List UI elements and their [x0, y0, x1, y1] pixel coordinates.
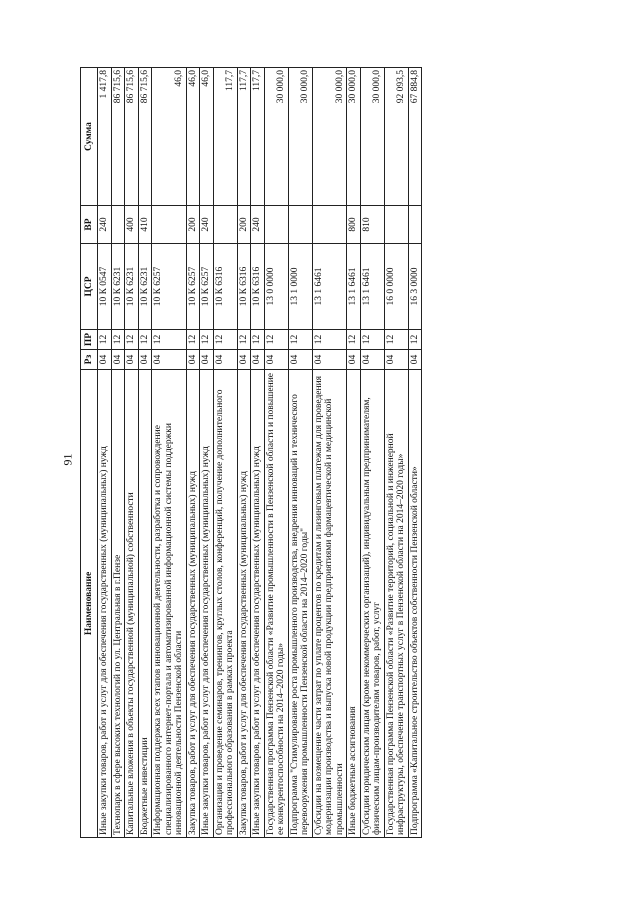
header-pr: ПР: [81, 329, 98, 349]
cell-sum: 30 000,0: [360, 67, 384, 205]
cell-pr: 12: [312, 329, 347, 349]
cell-name: Подпрограмма «Капитальное строительство объектов собственности Пензенской области»: [408, 369, 422, 837]
cell-rz: 04: [213, 349, 237, 369]
table-row: [213, 67, 237, 837]
cell-pr: 12: [360, 329, 384, 349]
cell-sum: 117,7: [213, 67, 237, 205]
cell-rz: 04: [152, 349, 187, 369]
cell-csr: 13 0 0000: [264, 243, 288, 329]
cell-csr: 10 К 6316: [237, 243, 251, 329]
cell-vr: [264, 205, 288, 243]
cell-vr: 410: [138, 205, 152, 243]
cell-pr: 12: [200, 329, 214, 349]
cell-sum: 117,7: [251, 67, 265, 205]
cell-name: Иные бюджетные ассигнования: [347, 369, 361, 837]
cell-pr: 12: [98, 329, 112, 349]
cell-rz: 04: [186, 349, 200, 369]
cell-csr: 10 К 6231: [138, 243, 152, 329]
table-row: [111, 67, 125, 837]
cell-csr: 13 1 6461: [360, 243, 384, 329]
cell-pr: 12: [384, 329, 408, 349]
cell-sum: 1 417,8: [98, 67, 112, 205]
table-row: [264, 67, 288, 837]
cell-vr: [213, 205, 237, 243]
cell-vr: 240: [251, 205, 265, 243]
rotated-table-container: [80, 68, 560, 838]
table-row: [312, 67, 347, 837]
cell-vr: [312, 205, 347, 243]
cell-csr: 10 К 6231: [111, 243, 125, 329]
table-row: [138, 67, 152, 837]
cell-pr: 12: [347, 329, 361, 349]
cell-pr: 12: [138, 329, 152, 349]
cell-csr: 16 0 0000: [384, 243, 408, 329]
cell-name: Государственная программа Пензенской области «Развитие территорий, социальной и инженерной инфраструктуры, обеспечение транспортных услуг в Пензенской области на 2014–2020 годы»: [384, 369, 408, 837]
cell-csr: 10 К 6231: [125, 243, 139, 329]
cell-pr: 12: [186, 329, 200, 349]
cell-csr: 10 К 6316: [251, 243, 265, 329]
cell-csr: 13 1 6461: [312, 243, 347, 329]
cell-rz: 04: [138, 349, 152, 369]
cell-pr: 12: [237, 329, 251, 349]
table-row: [384, 67, 408, 837]
header-rz: Рз: [81, 349, 98, 369]
cell-name: Бюджетные инвестиции: [138, 369, 152, 837]
cell-csr: 10 К 6257: [186, 243, 200, 329]
table-row: [408, 67, 422, 837]
cell-name: Организация и проведение семинаров, тренингов, круглых столов, конференций, получение дополнительного профессионального образования в рамках проекта: [213, 369, 237, 837]
cell-pr: 12: [213, 329, 237, 349]
cell-vr: [384, 205, 408, 243]
cell-pr: 12: [111, 329, 125, 349]
table-row: [237, 67, 251, 837]
header-csr: ЦСР: [81, 243, 98, 329]
cell-rz: 04: [347, 349, 361, 369]
table-row: [186, 67, 200, 837]
cell-name: Капитальные вложения в объекты государственной (муниципальной) собственности: [125, 369, 139, 837]
table-header-row: [81, 67, 98, 837]
cell-csr: 10 К 0547: [98, 243, 112, 329]
cell-pr: 12: [288, 329, 312, 349]
cell-csr: 10 К 6257: [200, 243, 214, 329]
cell-name: Государственная программа Пензенской области «Развитие промышленности в Пензенской области и повышение ее конкурентоспособности на 2014–2020 годы»: [264, 369, 288, 837]
cell-sum: 86 715,6: [125, 67, 139, 205]
cell-name: Субсидии на возмещение части затрат по уплате процентов по кредитам и лизинговым платежам для проведения модернизации производства и выпуска новой продукции предприятиями фармацевтической и медицинской промышленности: [312, 369, 347, 837]
cell-sum: 46,0: [152, 67, 187, 205]
cell-pr: 12: [152, 329, 187, 349]
cell-name: Иные закупки товаров, работ и услуг для обеспечения государственных (муниципальных) нужд: [98, 369, 112, 837]
cell-vr: 200: [237, 205, 251, 243]
cell-sum: 46,0: [186, 67, 200, 205]
cell-rz: 04: [384, 349, 408, 369]
cell-csr: 10 К 6316: [213, 243, 237, 329]
cell-csr: 16 3 0000: [408, 243, 422, 329]
cell-sum: 30 000,0: [312, 67, 347, 205]
cell-vr: [152, 205, 187, 243]
cell-sum: 86 715,6: [111, 67, 125, 205]
cell-csr: 10 К 6257: [152, 243, 187, 329]
cell-sum: 117,7: [237, 67, 251, 205]
cell-vr: [288, 205, 312, 243]
cell-sum: 30 000,0: [264, 67, 288, 205]
table-row: [288, 67, 312, 837]
cell-rz: 04: [312, 349, 347, 369]
cell-name: Закупка товаров, работ и услуг для обеспечения государственных (муниципальных) нужд: [237, 369, 251, 837]
cell-vr: 240: [200, 205, 214, 243]
cell-csr: 13 1 0000: [288, 243, 312, 329]
cell-vr: [408, 205, 422, 243]
cell-rz: 04: [111, 349, 125, 369]
cell-rz: 04: [288, 349, 312, 369]
cell-rz: 04: [125, 349, 139, 369]
cell-name: Закупка товаров, работ и услуг для обеспечения государственных (муниципальных) нужд: [186, 369, 200, 837]
cell-name: Иные закупки товаров, работ и услуг для обеспечения государственных (муниципальных) нужд: [200, 369, 214, 837]
cell-sum: 92 093,5: [384, 67, 408, 205]
cell-vr: 200: [186, 205, 200, 243]
cell-rz: 04: [251, 349, 265, 369]
budget-table: [80, 67, 422, 838]
table-row: [251, 67, 265, 837]
cell-name: Подпрограмма "Стимулирование роста промышленного производства, внедрения инноваций и технического перевооружения промышленности Пензенской области на 2014–2020 годы": [288, 369, 312, 837]
table-row: [98, 67, 112, 837]
cell-rz: 04: [264, 349, 288, 369]
header-sum: Сумма: [81, 67, 98, 205]
cell-rz: 04: [237, 349, 251, 369]
cell-rz: 04: [408, 349, 422, 369]
page-number: 91: [60, 453, 75, 466]
cell-rz: 04: [200, 349, 214, 369]
table-row: [200, 67, 214, 837]
cell-name: Технопарк в сфере высоких технологий по ул. Центральная в г.Пензе: [111, 369, 125, 837]
cell-vr: 240: [98, 205, 112, 243]
cell-name: Субсидии юридическим лицам (кроме некоммерческих организаций), индивидуальным предпринимателям, физическим лицам-производителям товаров, работ, услуг: [360, 369, 384, 837]
cell-pr: 12: [264, 329, 288, 349]
cell-sum: 86 715,6: [138, 67, 152, 205]
header-vr: ВР: [81, 205, 98, 243]
cell-name: Иные закупки товаров, работ и услуг для обеспечения государственных (муниципальных) нужд: [251, 369, 265, 837]
table-row: [125, 67, 139, 837]
cell-pr: 12: [251, 329, 265, 349]
cell-vr: 400: [125, 205, 139, 243]
cell-rz: 04: [360, 349, 384, 369]
cell-sum: 30 000,0: [288, 67, 312, 205]
cell-sum: 30 000,0: [347, 67, 361, 205]
cell-pr: 12: [408, 329, 422, 349]
cell-sum: 67 884,8: [408, 67, 422, 205]
cell-pr: 12: [125, 329, 139, 349]
table-row: [360, 67, 384, 837]
cell-sum: 46,0: [200, 67, 214, 205]
table-row: [347, 67, 361, 837]
cell-name: Информационная поддержка всех этапов инновационной деятельности, разработка и сопровождение специализированного интернет-портала и автоматизированной информационной системы поддержки инновационной деятельности Пензенской области: [152, 369, 187, 837]
cell-csr: 13 1 6461: [347, 243, 361, 329]
cell-rz: 04: [98, 349, 112, 369]
cell-vr: 810: [360, 205, 384, 243]
cell-vr: [111, 205, 125, 243]
header-name: Наименование: [81, 369, 98, 837]
table-row: [152, 67, 187, 837]
cell-vr: 800: [347, 205, 361, 243]
